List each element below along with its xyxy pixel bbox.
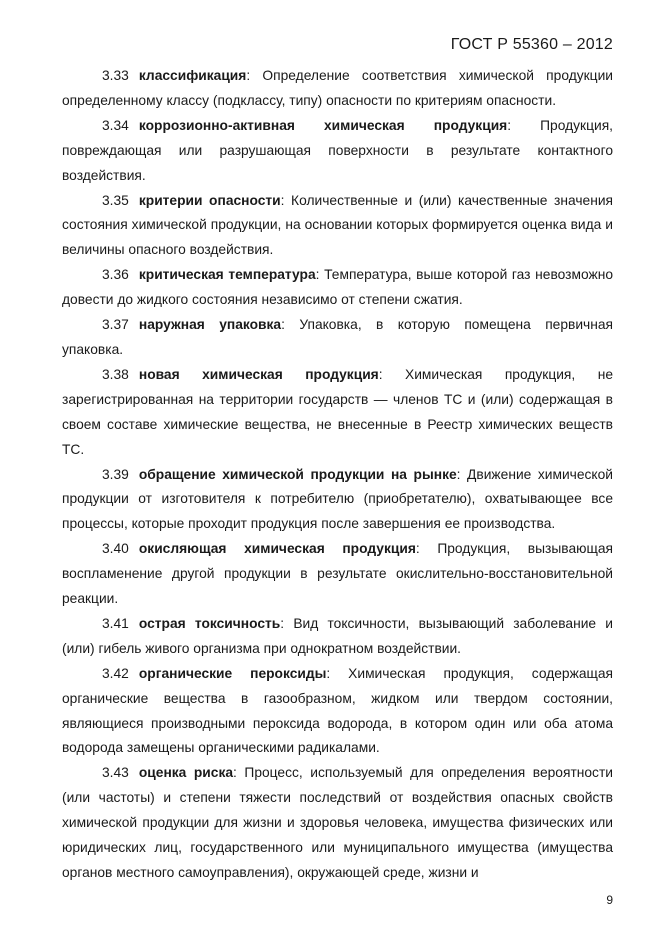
entry-term: критерии опасности xyxy=(138,192,281,208)
definition-entry xyxy=(62,263,613,313)
entry-term: органические пероксиды xyxy=(138,665,327,681)
entry-definition: : Вид токсичности, вызывающий заболевание и (или) гибель живого организма при однократном воздействии. xyxy=(62,615,613,656)
definition-entry xyxy=(62,114,613,189)
entry-number: 3.42 xyxy=(102,665,129,681)
page-number: 9 xyxy=(606,893,613,907)
definition-entry xyxy=(62,189,613,264)
entry-number: 3.35 xyxy=(102,192,129,208)
definition-entry xyxy=(62,537,613,612)
entry-definition: : Продукция, повреждающая или разрушающая поверхности в результате контактного воздействия. xyxy=(62,117,613,183)
definition-entry xyxy=(62,64,613,114)
entry-number: 3.41 xyxy=(102,615,129,631)
entry-number: 3.37 xyxy=(102,317,129,333)
entry-definition: : Продукция, вызывающая воспламенение другой продукции в результате окислительно-восстановительной реакции. xyxy=(62,541,613,607)
entry-definition: : Химическая продукция, содержащая органические вещества в газообразном, жидком или твердом состоянии, являющиеся производными пероксида водорода, в котором один или оба атома водорода замещены органическими радикалами. xyxy=(62,665,613,756)
definition-entry xyxy=(62,612,613,662)
definition-entry xyxy=(62,363,613,463)
definition-entry xyxy=(62,662,613,762)
entry-definition: : Количественные и (или) качественные значения состояния химической продукции, на основании которых формируется оценка вида и величины опасного воздействия. xyxy=(62,192,613,258)
entry-term: критическая температура xyxy=(138,267,316,283)
entry-number: 3.34 xyxy=(102,117,129,133)
entry-definition: : Движение химической продукции от изготовителя к потребителю (приобретателю), охватывающее все процессы, которые проходит продукция после завершения ее производства. xyxy=(62,466,613,532)
entry-term: коррозионно-активная химическая продукция xyxy=(138,117,508,133)
entry-term: обращение химической продукции на рынке xyxy=(138,466,457,482)
entry-term: классификация xyxy=(138,68,247,83)
definition-entry xyxy=(62,313,613,363)
entry-number: 3.43 xyxy=(102,765,129,781)
entry-number: 3.40 xyxy=(102,541,129,557)
entry-definition: : Температура, выше которой газ невозможно довести до жидкого состояния независимо от степени сжатия. xyxy=(62,267,613,308)
definition-entry xyxy=(62,761,613,886)
definition-entry xyxy=(62,463,613,538)
entry-term: острая токсичность xyxy=(138,615,281,631)
entry-term: оценка риска xyxy=(138,765,234,781)
entry-definition: : Химическая продукция, не зарегистрированная на территории государств — членов ТС и (или) содержащая в своем составе химические вещества, не внесенные в Реестр химических веществ ТС. xyxy=(62,366,613,457)
entry-number: 3.36 xyxy=(102,267,129,283)
standard-designation: ГОСТ Р 55360 – 2012 xyxy=(450,36,613,53)
entry-term: новая химическая продукция xyxy=(138,366,379,382)
entry-number: 3.39 xyxy=(102,466,129,482)
definitions-list xyxy=(62,64,613,886)
entry-number: 3.38 xyxy=(102,366,129,382)
entry-definition: : Процесс, используемый для определения вероятности (или частоты) и степени тяжести последствий от воздействия опасных свойств химической продукции для жизни и здоровья человека, имущества физических или юридических лиц, государственного или муниципального имущества (имущества органов местного самоуправления), окружающей среде, жизни и xyxy=(62,765,613,880)
entry-number: 3.33 xyxy=(102,68,129,83)
entry-definition: : Упаковка, в которую помещена первичная упаковка. xyxy=(62,317,613,357)
entry-term: наружная упаковка xyxy=(138,317,282,333)
entry-definition: : Определение соответствия химической продукции определенному классу (подклассу, типу) опасности по критериям опасности. xyxy=(62,68,613,108)
entry-term: окисляющая химическая продукция xyxy=(138,541,416,557)
